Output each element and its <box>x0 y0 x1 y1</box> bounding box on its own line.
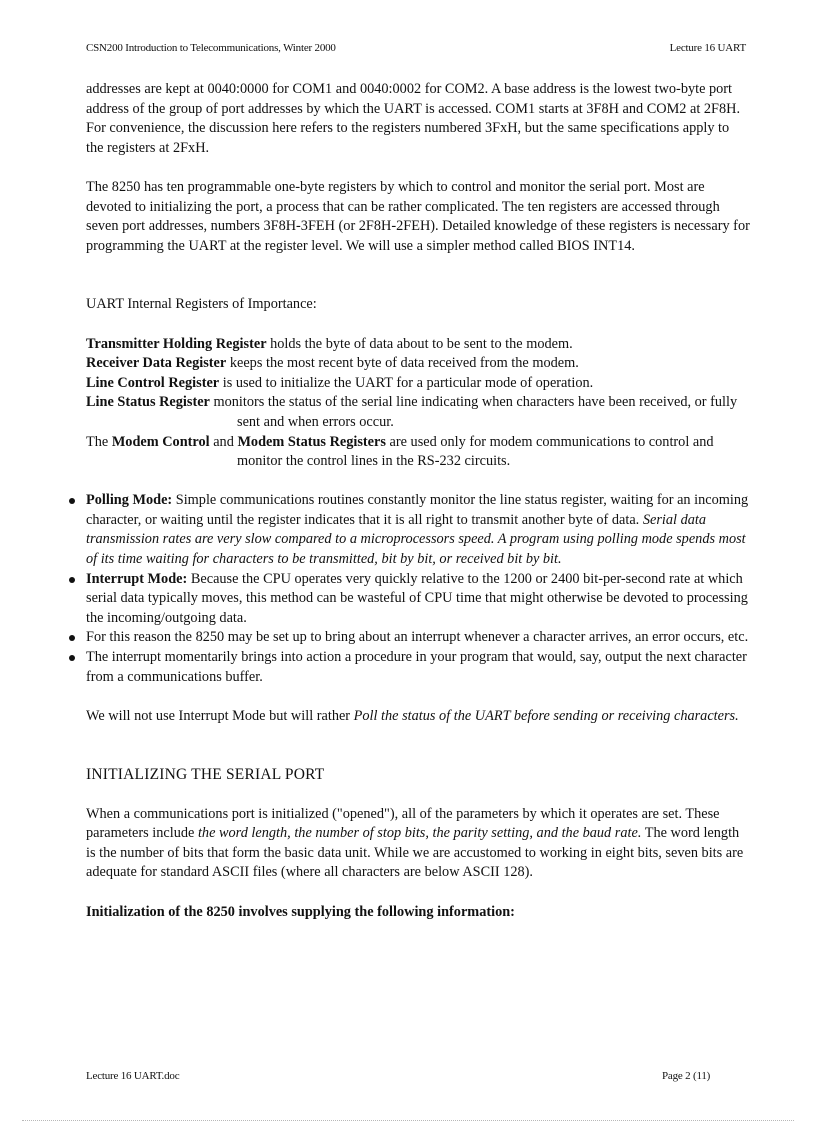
bullet-interrupt-procedure-text: The interrupt momentarily brings into action a procedure in your program that would, say, output the next character from a communications buffer. <box>86 649 747 685</box>
register-lsr-desc: monitors the status of the serial line indicating when characters have been received, or fully sent and when errors occur. <box>209 394 738 430</box>
register-lsr-name: Line Status Register <box>86 394 210 411</box>
register-lcr-desc: is used to initialize the UART for a particular mode of operation. <box>219 374 594 391</box>
paragraph-com-addresses: addresses are kept at 0040:0000 for COM1 and 0040:0002 for COM2. A base address is the lowest two-byte port address of the group of port addresses by which the UART is accessed. COM1 starts at 3F8H and COM2 at 2F8H. For convenience, the discussion here refers to the registers numbered 3FxH, but the same specifications apply to the registers at 2FxH. <box>86 81 741 156</box>
register-rdr <box>86 354 750 374</box>
init-italic: the word length, the number of stop bits, the parity setting, and the baud rate. <box>197 825 642 842</box>
bullet-polling-text: Simple communications routines constantly monitor the line status register, waiting for an incoming character, or waiting until the register indicates that it is all right to transmit another byte of data. <box>86 492 749 528</box>
paragraph-8250-registers: The 8250 has ten programmable one-byte registers by which to control and monitor the serial port. Most are devoted to initializing the port, a process that can be rather complicated. The ten registers are accessed through seven port addresses, numbers 3F8H-3FEH (or 2F8H-2FEH). Detailed knowledge of these registers is necessary for programming the UART at the register level. We will use a simpler method called BIOS INT14. <box>86 178 750 254</box>
register-rdr-desc: keeps the most recent byte of data received from the modem. <box>226 355 579 372</box>
footer-page-number: Page 2 (11) <box>662 1070 711 1082</box>
paragraph-init-info <box>86 903 750 923</box>
register-thr-desc: holds the byte of data about to be sent to the modem. <box>266 335 573 352</box>
section-heading: INITIALIZING THE SERIAL PORT <box>86 766 325 784</box>
register-lcr <box>86 374 750 394</box>
register-msr-name: Modem Status Registers <box>237 433 386 450</box>
bullet-interrupt-label: Interrupt Mode: <box>86 570 188 587</box>
register-modem-and: and <box>209 433 238 450</box>
register-lsr <box>86 393 750 432</box>
bullet-interrupt-procedure <box>86 648 750 687</box>
bullet-interrupt-setup <box>86 628 750 648</box>
bullet-interrupt-mode <box>86 570 750 629</box>
bullet-polling-mode <box>86 491 750 569</box>
register-rdr-name: Receiver Data Register <box>86 355 227 372</box>
polling-choice-italic: Poll the status of the UART before sending or receiving characters. <box>353 707 739 724</box>
bullet-interrupt-text: Because the CPU operates very quickly relative to the 1200 or 2400 bit-per-second rate at which serial data typically moves, this method can be wasteful of CPU time that might otherwise be devoted to processing the incoming/outgoing data. <box>86 570 748 626</box>
header-lecture-title: Lecture 16 UART <box>669 42 746 54</box>
register-modem-prefix: The <box>86 433 112 450</box>
register-mcr-name: Modem Control <box>111 433 210 450</box>
register-thr <box>86 335 750 355</box>
registers-title: UART Internal Registers of Importance: <box>86 296 317 313</box>
paragraph-initialization <box>86 805 750 883</box>
header-course-title: CSN200 Introduction to Telecommunications, Winter 2000 <box>86 42 336 54</box>
bullet-polling-italic: Serial data transmission rates are very slow compared to a microprocessors speed. A program using polling mode spends most of its time waiting for characters to be transmitted, bit by bit, or received bit by bit. <box>86 511 746 568</box>
register-modem-desc: are used only for modem communications to control and monitor the control lines in the RS-232 circuits. <box>237 433 714 470</box>
register-modem <box>86 433 750 472</box>
init-info-bold: Initialization of the 8250 involves supplying the following information: <box>86 903 515 920</box>
page-bottom-divider <box>22 1120 794 1121</box>
register-lcr-name: Line Control Register <box>86 374 220 391</box>
bullet-polling-label: Polling Mode: <box>86 492 173 509</box>
register-thr-name: Transmitter Holding Register <box>86 335 267 352</box>
init-text-b: The word length is the number of bits that form the basic data unit. While we are accustomed to working in eight bits, seven bits are adequate for standard ASCII files (where all characters are below ASCII 128). <box>86 825 744 881</box>
footer-filename: Lecture 16 UART.doc <box>86 1070 180 1082</box>
mode-bullet-list <box>86 491 750 687</box>
document-body <box>86 80 750 922</box>
init-text-a: When a communications port is initialized ("opened"), all of the parameters by which it operates are set. These parameters include <box>86 805 720 842</box>
polling-choice-text: We will not use Interrupt Mode but will rather <box>86 707 354 724</box>
bullet-interrupt-setup-text: For this reason the 8250 may be set up to bring about an interrupt whenever a character arrives, an error occurs, etc. <box>86 629 749 646</box>
paragraph-polling-choice <box>86 707 750 727</box>
